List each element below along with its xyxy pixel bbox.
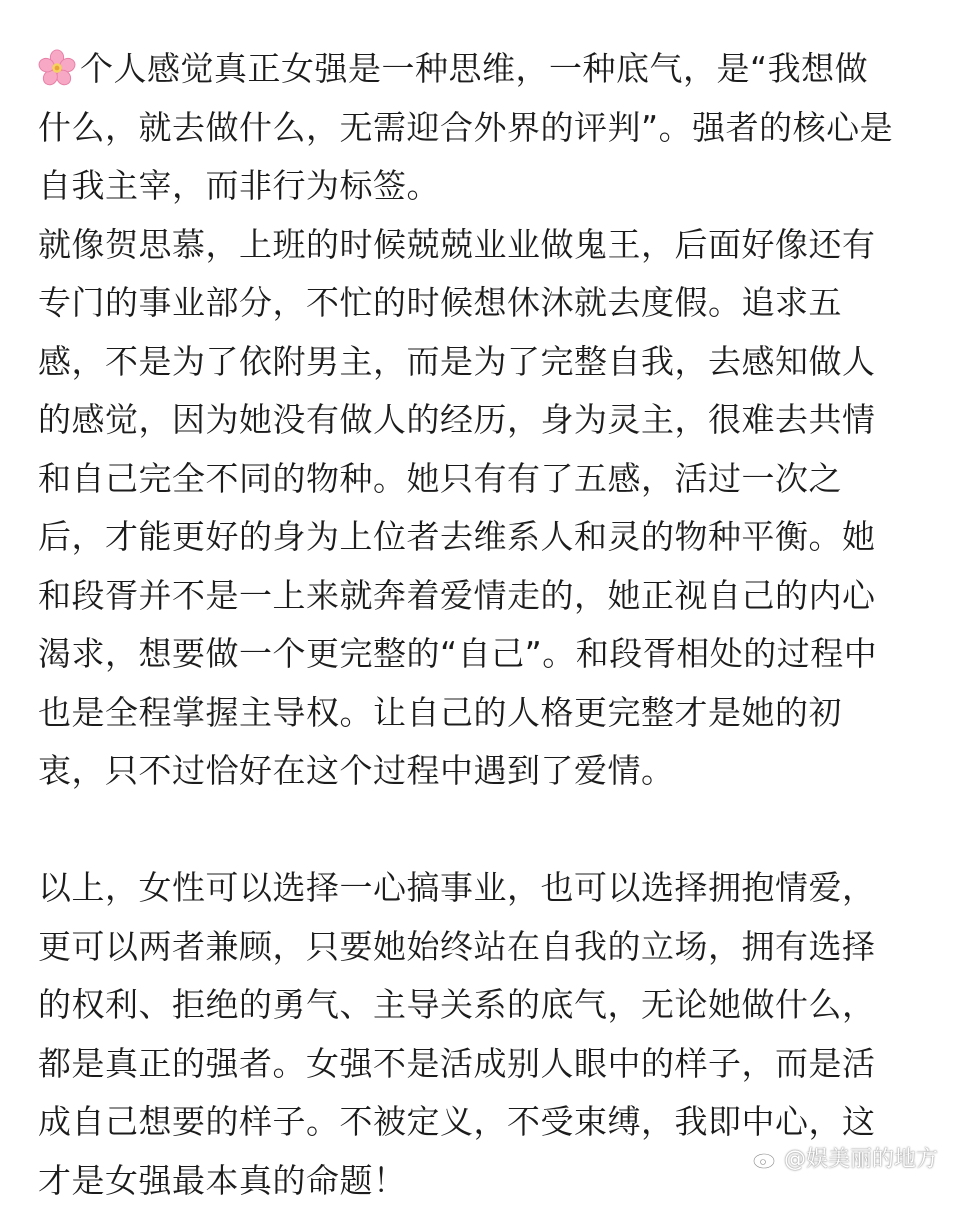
text-line: 都是真正的强者。女强不是活成别人眼中的样子，而是活 [38, 1035, 938, 1094]
text-line: 后，才能更好的身为上位者去维系人和灵的物种平衡。她 [38, 508, 938, 567]
text-line: 和段胥并不是一上来就奔着爱情走的，她正视自己的内心 [38, 567, 938, 626]
text-line: 更可以两者兼顾，只要她始终站在自我的立场，拥有选择 [38, 918, 938, 977]
text-line: 就像贺思慕，上班的时候兢兢业业做鬼王，后面好像还有 [38, 216, 938, 275]
text-line: 以上，女性可以选择一心搞事业，也可以选择拥抱情爱， [38, 859, 938, 918]
text-line: 专门的事业部分，不忙的时候想休沐就去度假。追求五 [38, 274, 938, 333]
text-line: 什么，就去做什么，无需迎合外界的评判”。强者的核心是 [38, 99, 938, 158]
paragraph-gap [38, 801, 938, 860]
text-line: 个人感觉真正女强是一种思维，一种底气，是“我想做 [38, 40, 938, 99]
weibo-watermark [752, 1142, 938, 1173]
weibo-icon [752, 1146, 780, 1170]
text-line: 的感觉，因为她没有做人的经历，身为灵主，很难去共情 [38, 391, 938, 450]
article-body [38, 40, 938, 1210]
text-line: 渴求，想要做一个更完整的“自己”。和段胥相处的过程中 [38, 625, 938, 684]
text-line: 也是全程掌握主导权。让自己的人格更完整才是她的初 [38, 684, 938, 743]
text-line: 才是女强最本真的命题！ [38, 1152, 938, 1210]
text-line: 的权利、拒绝的勇气、主导关系的底气，无论她做什么， [38, 976, 938, 1035]
text-line: 衷，只不过恰好在这个过程中遇到了爱情。 [38, 742, 938, 801]
watermark-text: @娱美丽的地方 [784, 1142, 938, 1173]
paragraph-2 [38, 216, 938, 801]
text-line: 成自己想要的样子。不被定义，不受束缚，我即中心，这 [38, 1093, 938, 1152]
paragraph-1 [38, 40, 938, 216]
text-line: 和自己完全不同的物种。她只有有了五感，活过一次之 [38, 450, 938, 509]
cherry-blossom-icon [38, 49, 76, 87]
text-line: 自我主宰，而非行为标签。 [38, 157, 938, 216]
text-line: 感，不是为了依附男主，而是为了完整自我，去感知做人 [38, 333, 938, 392]
